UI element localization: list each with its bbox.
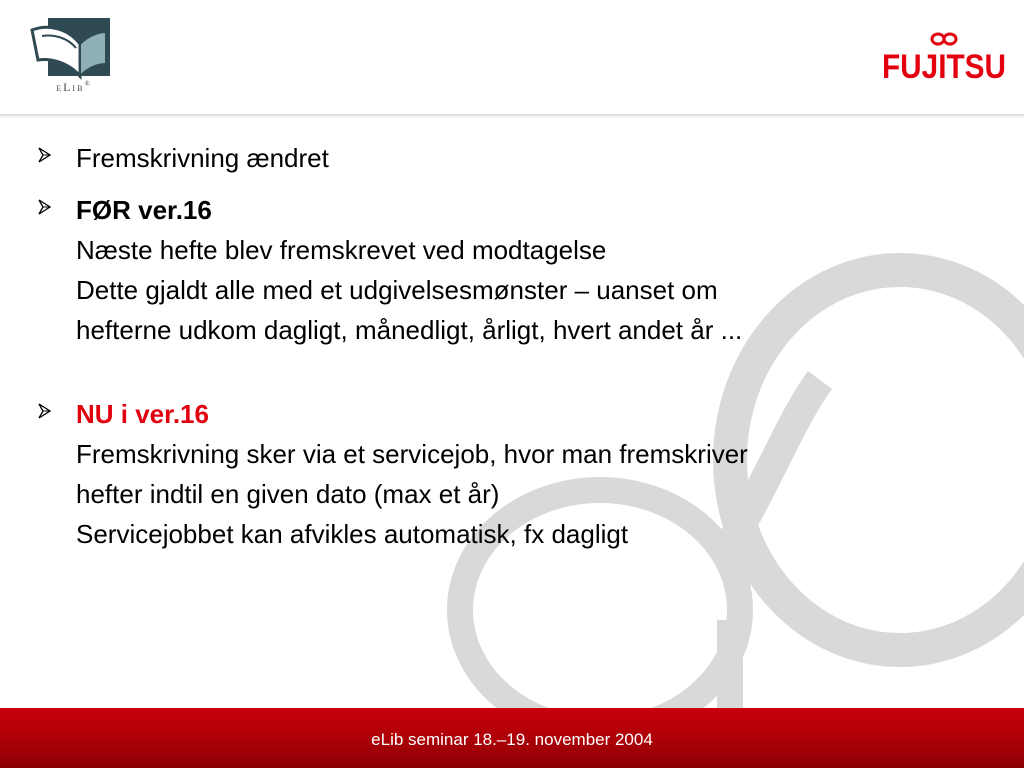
footer-text: eLib seminar 18.–19. november 2004: [371, 730, 653, 749]
bullet-item-3: [38, 394, 998, 554]
bullet-heading: FØR ver.16: [76, 195, 212, 225]
bullet-text: Servicejobbet kan afvikles automatisk, fx dagligt: [76, 519, 629, 549]
bullet-list: [38, 138, 998, 566]
bullet-text: Næste hefte blev fremskrevet ved modtagelse: [76, 235, 607, 265]
slide-footer: [0, 708, 1024, 768]
header-divider: [0, 114, 1024, 118]
arrow-bullet-icon: [38, 402, 52, 420]
registered-mark: ®: [84, 80, 90, 88]
bullet-text: hefterne udkom dagligt, månedligt, årligt, hvert andet år ...: [76, 315, 743, 345]
elib-logo-text: eLib: [56, 80, 85, 94]
bullet-item-1: [38, 138, 998, 178]
arrow-bullet-icon: [38, 146, 52, 164]
bullet-text: hefter indtil en given dato (max et år): [76, 479, 500, 509]
elib-wordmark: [28, 80, 118, 95]
bullet-text: Dette gjaldt alle med et udgivelsesmønster – uanset om: [76, 275, 718, 305]
fujitsu-logo-text: FUJITSU: [882, 48, 1006, 86]
fujitsu-logo: [880, 30, 1010, 90]
slide-header: [0, 0, 1024, 115]
bullet-text: Fremskrivning sker via et servicejob, hvor man fremskriver: [76, 439, 748, 469]
bullet-item-2: [38, 190, 998, 350]
bullet-heading: NU i ver.16: [76, 399, 209, 429]
arrow-bullet-icon: [38, 198, 52, 216]
bullet-text: Fremskrivning ændret: [76, 143, 329, 173]
